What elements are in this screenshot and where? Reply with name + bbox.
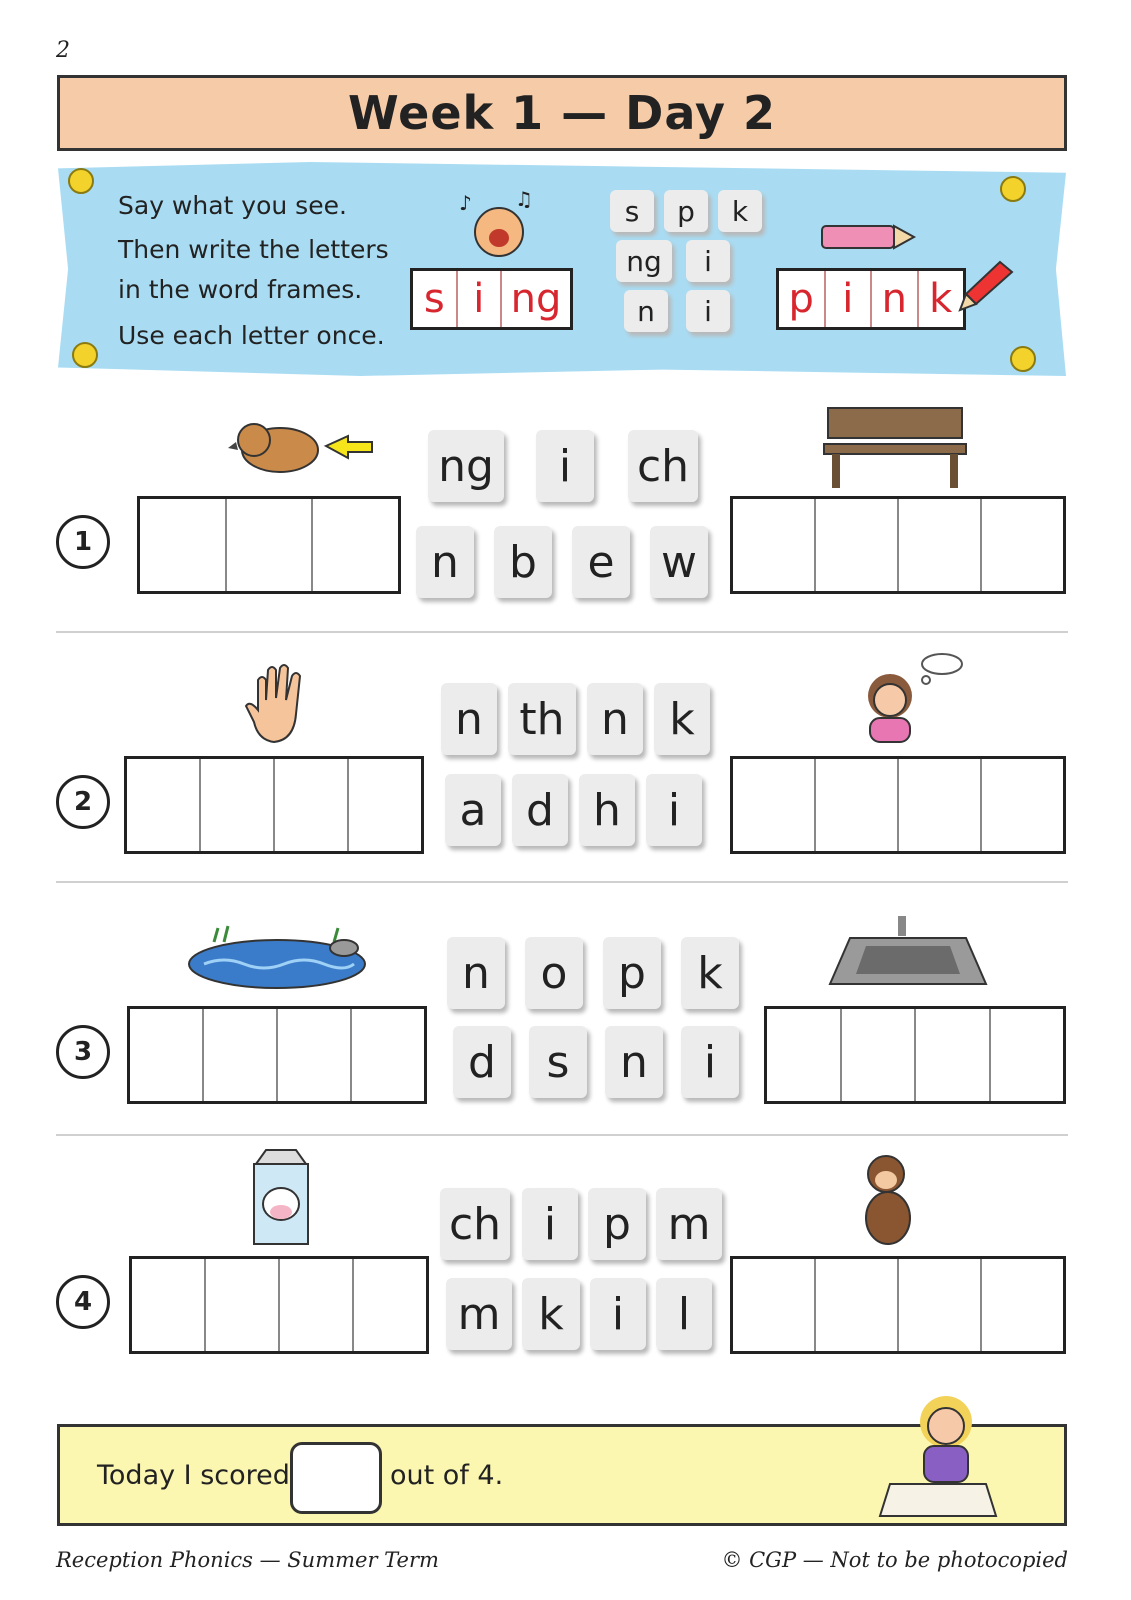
milk-carton-icon [250,1148,312,1246]
bench-icon [820,404,970,490]
frame-cell[interactable] [349,759,421,851]
frame-cell[interactable] [354,1259,426,1351]
bird-breast-icon [228,412,378,484]
frame-cell: k [929,276,953,322]
letter-tile: i [681,1026,739,1098]
frame-cell[interactable] [733,1259,816,1351]
frame-cell: s [413,271,458,327]
pond-icon [184,922,370,992]
frame-cell[interactable] [132,1259,206,1351]
frame-cell[interactable] [899,499,982,591]
frame-cell[interactable] [280,1259,354,1351]
word-frame[interactable] [124,756,424,854]
word-frame[interactable] [127,1006,427,1104]
frame-cell[interactable] [899,759,982,851]
page-title-text: Week 1 — Day 2 [348,86,776,140]
frame-cell[interactable] [313,499,398,591]
example-word-frame-sing [410,268,573,330]
writing-girl-icon [876,1388,1006,1522]
question-number: 1 [56,515,110,569]
frame-cell[interactable] [816,1259,899,1351]
pin-icon [72,342,98,368]
footer-right: © CGP — Not to be photocopied [721,1548,1068,1572]
pencil-icon [818,220,918,254]
letter-tile: b [494,526,552,598]
monkey-icon [846,1152,930,1248]
footer-left: Reception Phonics — Summer Term [56,1548,439,1572]
frame-cell[interactable] [140,499,227,591]
question-number: 2 [56,775,110,829]
instruction-line: in the word frames. [118,275,363,304]
letter-tile: s [529,1026,587,1098]
letter-tile: i [646,774,702,846]
svg-text:♫: ♫ [515,188,533,211]
thinking-girl-icon [856,650,976,746]
letter-tile: ng [428,430,504,502]
frame-cell[interactable] [275,759,349,851]
frame-cell: n [872,271,919,327]
letter-tile: n [447,937,505,1009]
letter-tile: n [441,683,497,755]
svg-text:♪: ♪ [459,191,472,215]
frame-cell[interactable] [130,1009,204,1101]
word-frame[interactable] [730,496,1066,594]
pin-icon [1010,346,1036,372]
letter-tile: h [579,774,635,846]
frame-cell[interactable] [816,499,899,591]
frame-cell: p [779,271,826,327]
frame-cell[interactable] [767,1009,842,1101]
frame-cell[interactable] [733,499,816,591]
letter-tile: k [718,190,762,232]
letter-tile: p [603,937,661,1009]
letter-tile: n [587,683,643,755]
letter-tile: a [445,774,501,846]
divider [56,1134,1068,1136]
letter-tile: k [522,1278,580,1350]
letter-tile: k [681,937,739,1009]
sink-icon [826,912,990,992]
frame-cell[interactable] [991,1009,1064,1101]
frame-cell[interactable] [982,499,1063,591]
letter-tile: m [446,1278,512,1350]
instructions [118,186,389,356]
word-frame[interactable] [730,756,1066,854]
letter-tile: p [588,1188,646,1260]
frame-cell[interactable] [278,1009,352,1101]
divider [56,881,1068,883]
letter-tile: k [654,683,710,755]
red-pencil-icon [956,258,1016,314]
frame-cell[interactable] [899,1259,982,1351]
frame-cell[interactable] [842,1009,917,1101]
score-suffix: out of 4. [390,1460,504,1491]
letter-tile: ch [628,430,698,502]
pin-icon [68,168,94,194]
frame-cell[interactable] [816,759,899,851]
frame-cell: ng [510,276,562,322]
instruction-line: Then write the letters [118,235,389,264]
frame-cell[interactable] [733,759,816,851]
hand-icon [244,660,314,748]
singing-face-icon [455,188,545,260]
letter-tile: w [650,526,708,598]
letter-tile: d [453,1026,511,1098]
frame-cell[interactable] [127,759,201,851]
divider [56,631,1068,633]
frame-cell[interactable] [204,1009,278,1101]
frame-cell[interactable] [227,499,314,591]
word-frame[interactable] [730,1256,1066,1354]
frame-cell: i [826,271,873,327]
instruction-line: Use each letter once. [118,321,385,350]
letter-tile: m [656,1188,722,1260]
score-label: Today I scored [97,1460,290,1491]
letter-tile: d [512,774,568,846]
frame-cell: i [458,271,503,327]
letter-tile: i [522,1188,578,1260]
letter-tile: i [536,430,594,502]
frame-cell[interactable] [982,1259,1063,1351]
instruction-line: Say what you see. [118,191,347,220]
letter-tile: s [610,190,654,232]
pin-icon [1000,176,1026,202]
page-number: 2 [56,38,70,63]
letter-tile: ch [440,1188,510,1260]
letter-tile: th [508,683,576,755]
letter-tile: i [686,240,730,282]
frame-cell[interactable] [352,1009,424,1101]
letter-tile: i [686,290,730,332]
letter-tile: l [656,1278,712,1350]
frame-cell[interactable] [201,759,275,851]
score-input-box[interactable] [290,1442,382,1514]
word-frame[interactable] [137,496,401,594]
letter-tile: o [525,937,583,1009]
letter-tile: e [572,526,630,598]
frame-cell[interactable] [206,1259,280,1351]
question-number: 3 [56,1025,110,1079]
word-frame[interactable] [129,1256,429,1354]
question-number: 4 [56,1275,110,1329]
page-title [57,75,1067,151]
letter-tile: p [664,190,708,232]
frame-cell[interactable] [982,759,1063,851]
letter-tile: i [590,1278,646,1350]
letter-tile: n [624,290,668,332]
example-word-frame-pink [776,268,966,330]
word-frame[interactable] [764,1006,1066,1104]
letter-tile: n [605,1026,663,1098]
letter-tile: ng [616,240,672,282]
letter-tile: n [416,526,474,598]
frame-cell[interactable] [916,1009,991,1101]
